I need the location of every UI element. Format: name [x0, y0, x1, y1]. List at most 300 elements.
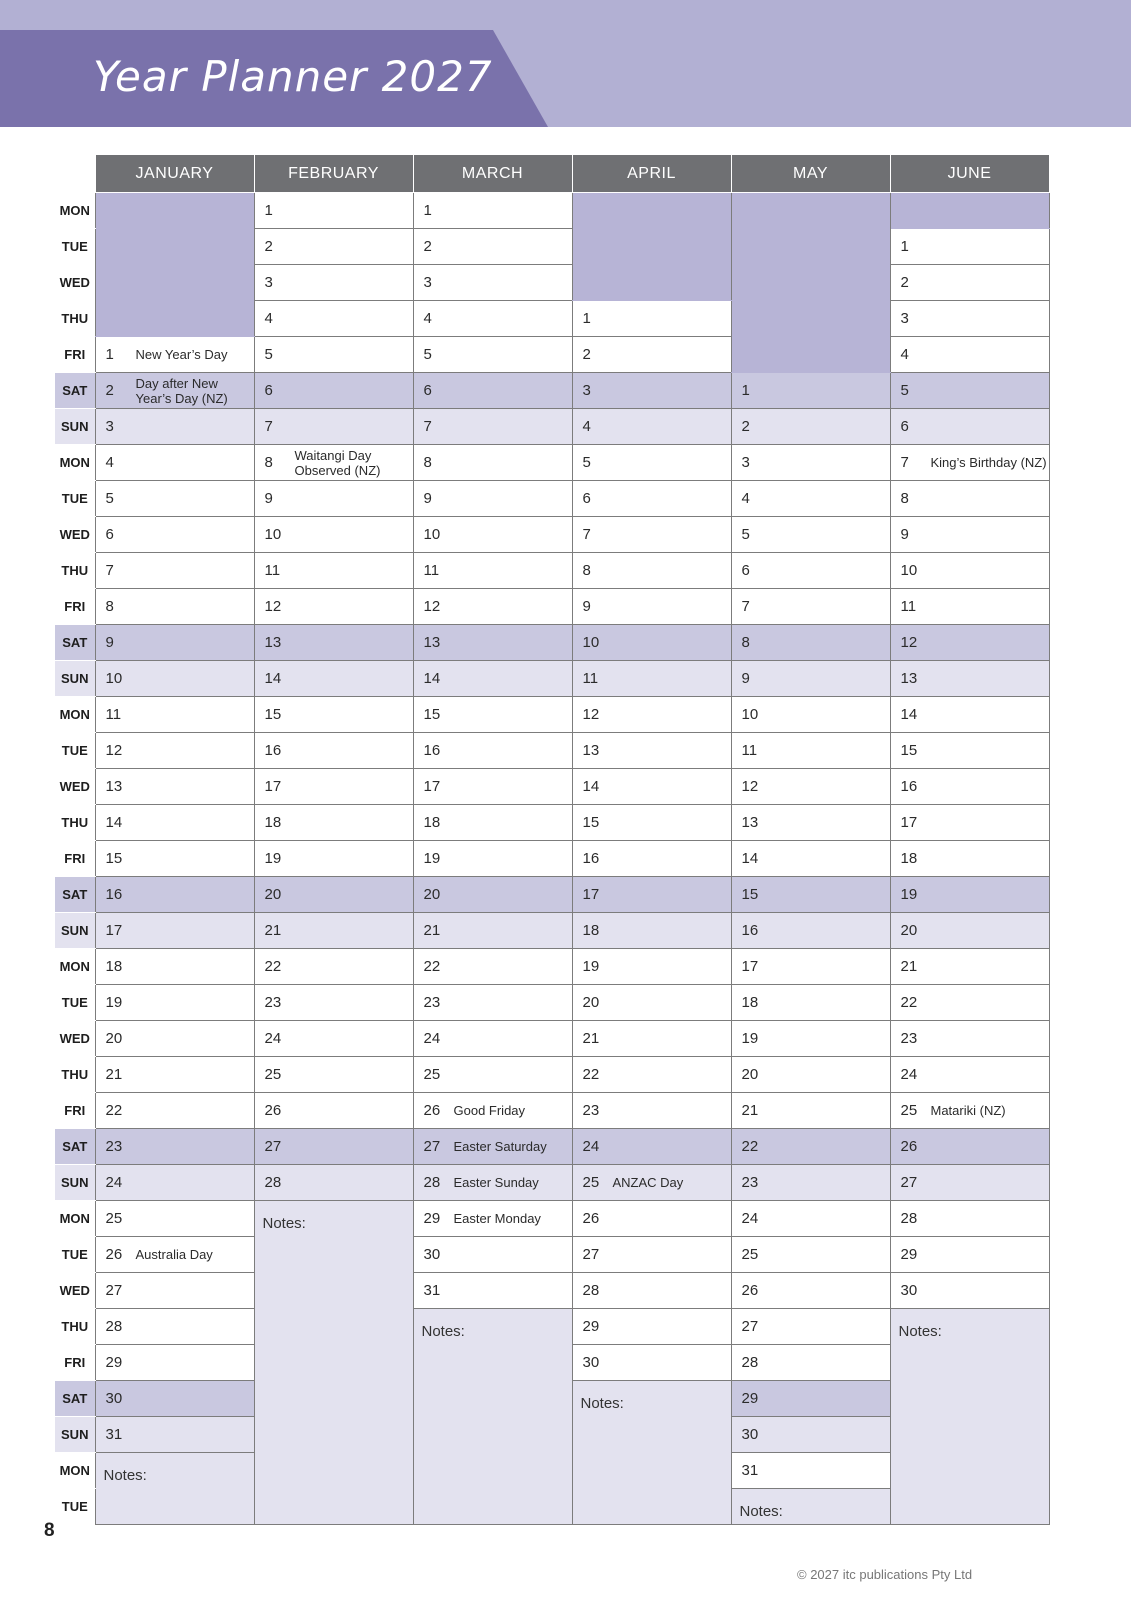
year-planner-grid — [55, 154, 1050, 1525]
date-number: 23 — [582, 1102, 600, 1119]
date-cell[interactable] — [413, 1129, 572, 1165]
date-cell[interactable] — [95, 1057, 254, 1093]
date-cell[interactable] — [731, 1453, 890, 1489]
date-cell[interactable] — [890, 1093, 1049, 1129]
date-cell[interactable] — [890, 769, 1049, 805]
date-cell[interactable] — [413, 589, 572, 625]
date-cell[interactable] — [413, 841, 572, 877]
date-cell[interactable] — [731, 805, 890, 841]
notes-area-january[interactable] — [95, 1453, 254, 1525]
empty-day-block-january — [95, 193, 254, 337]
date-cell[interactable] — [95, 1021, 254, 1057]
date-cell[interactable] — [890, 1201, 1049, 1237]
date-number: 16 — [105, 886, 123, 903]
date-number: 10 — [582, 634, 600, 651]
date-cell[interactable] — [254, 229, 413, 265]
planner-row — [55, 769, 1049, 805]
date-number: 25 — [423, 1066, 441, 1083]
date-cell[interactable] — [572, 913, 731, 949]
date-cell[interactable] — [890, 949, 1049, 985]
date-cell[interactable] — [731, 481, 890, 517]
date-cell[interactable] — [254, 193, 413, 229]
date-number: 11 — [105, 706, 122, 723]
date-number: 17 — [105, 922, 123, 939]
date-number: 1 — [423, 202, 432, 219]
date-cell[interactable] — [95, 1273, 254, 1309]
date-number: 10 — [423, 526, 441, 543]
date-number: 14 — [900, 706, 918, 723]
holiday-label: Day after New Year’s Day (NZ) — [135, 375, 228, 406]
date-cell[interactable] — [572, 769, 731, 805]
holiday-label: Easter Monday — [453, 1211, 541, 1226]
date-number: 6 — [264, 382, 273, 399]
date-number: 6 — [741, 562, 750, 579]
date-number: 19 — [582, 958, 600, 975]
date-number: 20 — [423, 886, 441, 903]
date-cell[interactable] — [890, 301, 1049, 337]
planner-row — [55, 517, 1049, 553]
date-number: 14 — [582, 778, 600, 795]
date-number: 10 — [105, 670, 123, 687]
date-number: 30 — [900, 1282, 918, 1299]
date-cell[interactable] — [254, 1093, 413, 1129]
date-cell[interactable] — [95, 1093, 254, 1129]
date-cell[interactable] — [572, 1273, 731, 1309]
date-cell[interactable] — [95, 409, 254, 445]
date-number: 18 — [741, 994, 759, 1011]
date-number: 29 — [423, 1210, 441, 1227]
date-cell[interactable] — [95, 1165, 254, 1201]
date-number: 17 — [582, 886, 600, 903]
date-number: 3 — [900, 310, 909, 327]
date-cell[interactable] — [890, 445, 1049, 481]
date-cell[interactable] — [413, 1273, 572, 1309]
empty-day-block-april — [572, 193, 731, 301]
date-cell[interactable] — [254, 913, 413, 949]
date-cell[interactable] — [254, 1129, 413, 1165]
date-number: 11 — [264, 562, 281, 579]
date-cell[interactable] — [890, 1165, 1049, 1201]
date-number: 5 — [423, 346, 432, 363]
date-number: 2 — [582, 346, 591, 363]
date-number: 1 — [105, 346, 114, 363]
date-cell[interactable] — [890, 661, 1049, 697]
planner-row — [55, 481, 1049, 517]
date-cell[interactable] — [95, 733, 254, 769]
date-cell[interactable] — [254, 661, 413, 697]
date-cell[interactable] — [890, 1237, 1049, 1273]
notes-area-march[interactable] — [413, 1309, 572, 1525]
date-number: 5 — [900, 382, 909, 399]
date-number: 4 — [423, 310, 432, 327]
planner-row — [55, 805, 1049, 841]
date-cell[interactable] — [95, 373, 254, 409]
date-cell[interactable] — [254, 769, 413, 805]
date-cell[interactable] — [890, 697, 1049, 733]
date-cell[interactable] — [413, 625, 572, 661]
date-cell[interactable] — [731, 661, 890, 697]
date-cell[interactable] — [254, 517, 413, 553]
date-number: 17 — [264, 778, 282, 795]
date-cell[interactable] — [254, 553, 413, 589]
date-number: 9 — [423, 490, 432, 507]
date-cell[interactable] — [413, 769, 572, 805]
date-cell[interactable] — [890, 1057, 1049, 1093]
date-number: 7 — [741, 598, 750, 615]
date-cell[interactable] — [572, 625, 731, 661]
date-cell[interactable] — [731, 1309, 890, 1345]
date-number: 26 — [900, 1138, 918, 1155]
date-number: 29 — [582, 1318, 600, 1335]
date-cell[interactable] — [413, 913, 572, 949]
date-number: 8 — [105, 598, 114, 615]
date-number: 5 — [264, 346, 273, 363]
copyright-text: © 2027 itc publications Pty Ltd — [797, 1567, 973, 1582]
date-number: 25 — [105, 1210, 123, 1227]
date-cell[interactable] — [95, 1345, 254, 1381]
date-cell[interactable] — [572, 1165, 731, 1201]
date-number: 16 — [582, 850, 600, 867]
date-cell[interactable] — [572, 841, 731, 877]
date-cell[interactable] — [413, 1021, 572, 1057]
date-cell[interactable] — [95, 1237, 254, 1273]
date-cell[interactable] — [731, 733, 890, 769]
date-cell[interactable] — [572, 445, 731, 481]
date-cell[interactable] — [413, 733, 572, 769]
date-cell[interactable] — [731, 373, 890, 409]
date-number: 25 — [741, 1246, 759, 1263]
date-cell[interactable] — [254, 373, 413, 409]
date-number: 17 — [741, 958, 759, 975]
date-cell[interactable] — [95, 985, 254, 1021]
date-cell[interactable] — [95, 913, 254, 949]
date-cell[interactable] — [572, 373, 731, 409]
date-cell[interactable] — [572, 949, 731, 985]
date-number: 14 — [423, 670, 441, 687]
date-cell[interactable] — [572, 877, 731, 913]
date-cell[interactable] — [254, 1021, 413, 1057]
date-cell[interactable] — [254, 733, 413, 769]
date-cell[interactable] — [731, 1273, 890, 1309]
date-number: 27 — [741, 1318, 759, 1335]
notes-label: Notes: — [262, 1215, 306, 1232]
date-cell[interactable] — [890, 589, 1049, 625]
date-cell[interactable] — [572, 1021, 731, 1057]
date-cell[interactable] — [890, 625, 1049, 661]
date-cell[interactable] — [413, 1165, 572, 1201]
date-number: 27 — [582, 1246, 600, 1263]
notes-area-may[interactable] — [731, 1489, 890, 1525]
date-number: 14 — [105, 814, 123, 831]
notes-label: Notes: — [580, 1395, 624, 1412]
weekday-label: TUE — [55, 481, 95, 517]
page-number: 8 — [44, 1520, 55, 1541]
date-number: 22 — [741, 1138, 759, 1155]
date-cell[interactable] — [254, 985, 413, 1021]
date-number: 27 — [105, 1282, 123, 1299]
date-cell[interactable] — [572, 337, 731, 373]
date-number: 20 — [264, 886, 282, 903]
date-cell[interactable] — [890, 553, 1049, 589]
planner-row — [55, 1021, 1049, 1057]
date-cell[interactable] — [95, 589, 254, 625]
date-cell[interactable] — [731, 1345, 890, 1381]
date-cell[interactable] — [731, 1381, 890, 1417]
date-cell[interactable] — [731, 769, 890, 805]
date-cell[interactable] — [731, 589, 890, 625]
date-cell[interactable] — [731, 985, 890, 1021]
date-cell[interactable] — [254, 697, 413, 733]
date-cell[interactable] — [413, 949, 572, 985]
notes-area-april[interactable] — [572, 1381, 731, 1525]
date-number: 15 — [264, 706, 282, 723]
date-number: 16 — [264, 742, 282, 759]
date-number: 14 — [741, 850, 759, 867]
date-number: 21 — [105, 1066, 123, 1083]
date-cell[interactable] — [731, 625, 890, 661]
date-number: 13 — [582, 742, 600, 759]
date-number: 18 — [264, 814, 282, 831]
date-number: 24 — [423, 1030, 441, 1047]
weekday-label: MON — [55, 697, 95, 733]
date-number: 31 — [105, 1426, 123, 1443]
date-cell[interactable] — [95, 553, 254, 589]
date-number: 15 — [105, 850, 123, 867]
date-number: 30 — [423, 1246, 441, 1263]
date-cell[interactable] — [572, 409, 731, 445]
date-cell[interactable] — [95, 517, 254, 553]
date-cell[interactable] — [413, 805, 572, 841]
date-number: 21 — [423, 922, 441, 939]
date-cell[interactable] — [413, 661, 572, 697]
date-cell[interactable] — [572, 1237, 731, 1273]
date-cell[interactable] — [95, 841, 254, 877]
date-cell[interactable] — [413, 697, 572, 733]
weekday-label: SUN — [55, 661, 95, 697]
date-number: 20 — [582, 994, 600, 1011]
weekday-label: THU — [55, 805, 95, 841]
date-cell[interactable] — [95, 625, 254, 661]
date-cell[interactable] — [890, 517, 1049, 553]
date-cell[interactable] — [254, 445, 413, 481]
date-number: 27 — [423, 1138, 441, 1155]
date-cell[interactable] — [95, 805, 254, 841]
date-cell[interactable] — [254, 409, 413, 445]
planner-row — [55, 1273, 1049, 1309]
date-number: 28 — [900, 1210, 918, 1227]
weekday-label: WED — [55, 265, 95, 301]
date-cell[interactable] — [413, 193, 572, 229]
month-header-january: JANUARY — [95, 155, 254, 193]
date-cell[interactable] — [254, 301, 413, 337]
date-cell[interactable] — [890, 265, 1049, 301]
date-cell[interactable] — [254, 877, 413, 913]
date-number: 3 — [105, 418, 114, 435]
date-cell[interactable] — [572, 553, 731, 589]
date-cell[interactable] — [413, 481, 572, 517]
date-number: 29 — [900, 1246, 918, 1263]
date-cell[interactable] — [731, 697, 890, 733]
weekday-label: MON — [55, 949, 95, 985]
date-cell[interactable] — [572, 733, 731, 769]
date-number: 5 — [741, 526, 750, 543]
date-cell[interactable] — [254, 841, 413, 877]
date-number: 9 — [900, 526, 909, 543]
date-cell[interactable] — [413, 229, 572, 265]
date-cell[interactable] — [95, 877, 254, 913]
date-cell[interactable] — [890, 913, 1049, 949]
date-cell[interactable] — [95, 661, 254, 697]
weekday-label: SUN — [55, 1165, 95, 1201]
date-cell[interactable] — [731, 877, 890, 913]
date-number: 1 — [900, 238, 909, 255]
date-cell[interactable] — [95, 769, 254, 805]
date-number: 4 — [105, 454, 114, 471]
date-cell[interactable] — [731, 949, 890, 985]
date-cell[interactable] — [413, 517, 572, 553]
date-cell[interactable] — [890, 733, 1049, 769]
date-cell[interactable] — [254, 589, 413, 625]
date-cell[interactable] — [95, 481, 254, 517]
date-cell[interactable] — [254, 805, 413, 841]
date-cell[interactable] — [890, 409, 1049, 445]
planner-row — [55, 1165, 1049, 1201]
date-cell[interactable] — [95, 1129, 254, 1165]
date-cell[interactable] — [95, 337, 254, 373]
date-cell[interactable] — [890, 1129, 1049, 1165]
date-cell[interactable] — [890, 985, 1049, 1021]
date-cell[interactable] — [254, 1165, 413, 1201]
date-cell[interactable] — [95, 1417, 254, 1453]
notes-area-june[interactable] — [890, 1309, 1049, 1525]
date-number: 13 — [900, 670, 918, 687]
date-cell[interactable] — [572, 481, 731, 517]
date-cell[interactable] — [95, 949, 254, 985]
date-cell[interactable] — [413, 445, 572, 481]
date-cell[interactable] — [731, 1417, 890, 1453]
date-cell[interactable] — [890, 1273, 1049, 1309]
date-cell[interactable] — [572, 301, 731, 337]
date-number: 3 — [423, 274, 432, 291]
date-number: 31 — [741, 1462, 759, 1479]
date-cell[interactable] — [890, 877, 1049, 913]
planner-row — [55, 877, 1049, 913]
notes-area-february[interactable] — [254, 1201, 413, 1525]
date-cell[interactable] — [890, 229, 1049, 265]
date-cell[interactable] — [95, 1309, 254, 1345]
weekday-label: THU — [55, 553, 95, 589]
date-number: 23 — [423, 994, 441, 1011]
date-cell[interactable] — [731, 913, 890, 949]
date-cell[interactable] — [572, 517, 731, 553]
date-cell[interactable] — [572, 1201, 731, 1237]
month-header-april: APRIL — [572, 155, 731, 193]
date-cell[interactable] — [413, 985, 572, 1021]
date-cell[interactable] — [572, 1309, 731, 1345]
date-cell[interactable] — [572, 661, 731, 697]
date-cell[interactable] — [731, 1093, 890, 1129]
date-cell[interactable] — [413, 877, 572, 913]
date-number: 18 — [582, 922, 600, 939]
planner-row — [55, 733, 1049, 769]
date-number: 24 — [105, 1174, 123, 1191]
date-cell[interactable] — [572, 697, 731, 733]
date-cell[interactable] — [413, 409, 572, 445]
date-cell[interactable] — [890, 373, 1049, 409]
date-cell[interactable] — [413, 553, 572, 589]
date-cell[interactable] — [572, 1093, 731, 1129]
date-cell[interactable] — [731, 553, 890, 589]
date-number: 13 — [264, 634, 282, 651]
weekday-label: SUN — [55, 409, 95, 445]
date-number: 11 — [423, 562, 440, 579]
date-cell[interactable] — [890, 805, 1049, 841]
date-cell[interactable] — [413, 1201, 572, 1237]
date-cell[interactable] — [731, 1021, 890, 1057]
date-cell[interactable] — [254, 265, 413, 301]
date-cell[interactable] — [731, 1165, 890, 1201]
date-cell[interactable] — [572, 1057, 731, 1093]
date-cell[interactable] — [731, 841, 890, 877]
date-cell[interactable] — [254, 625, 413, 661]
date-cell[interactable] — [95, 697, 254, 733]
header-corner — [55, 155, 95, 193]
date-cell[interactable] — [413, 1057, 572, 1093]
month-header-march: MARCH — [413, 155, 572, 193]
date-cell[interactable] — [413, 1237, 572, 1273]
date-cell[interactable] — [413, 1093, 572, 1129]
date-cell[interactable] — [254, 949, 413, 985]
planner-row — [55, 913, 1049, 949]
date-cell[interactable] — [890, 1021, 1049, 1057]
date-cell[interactable] — [890, 481, 1049, 517]
weekday-label: SUN — [55, 1417, 95, 1453]
date-cell[interactable] — [413, 337, 572, 373]
date-cell[interactable] — [890, 841, 1049, 877]
date-cell[interactable] — [731, 1129, 890, 1165]
date-cell[interactable] — [254, 481, 413, 517]
date-cell[interactable] — [572, 805, 731, 841]
month-header-row — [55, 155, 1049, 193]
planner-row — [55, 1093, 1049, 1129]
date-cell[interactable] — [731, 445, 890, 481]
date-cell[interactable] — [572, 1345, 731, 1381]
date-cell[interactable] — [572, 1129, 731, 1165]
date-number: 7 — [900, 454, 909, 471]
date-cell[interactable] — [731, 1237, 890, 1273]
date-cell[interactable] — [731, 517, 890, 553]
date-number: 6 — [900, 418, 909, 435]
date-cell[interactable] — [572, 589, 731, 625]
planner-row — [55, 949, 1049, 985]
weekday-label: MON — [55, 445, 95, 481]
date-cell[interactable] — [413, 301, 572, 337]
date-cell[interactable] — [413, 265, 572, 301]
date-cell[interactable] — [572, 985, 731, 1021]
date-cell[interactable] — [95, 1381, 254, 1417]
date-cell[interactable] — [95, 445, 254, 481]
date-cell[interactable] — [731, 409, 890, 445]
date-number: 23 — [264, 994, 282, 1011]
date-cell[interactable] — [254, 1057, 413, 1093]
date-cell[interactable] — [95, 1201, 254, 1237]
date-cell[interactable] — [731, 1201, 890, 1237]
weekday-label: SAT — [55, 1129, 95, 1165]
date-cell[interactable] — [413, 373, 572, 409]
date-cell[interactable] — [890, 337, 1049, 373]
date-cell[interactable] — [731, 1057, 890, 1093]
date-cell[interactable] — [254, 337, 413, 373]
